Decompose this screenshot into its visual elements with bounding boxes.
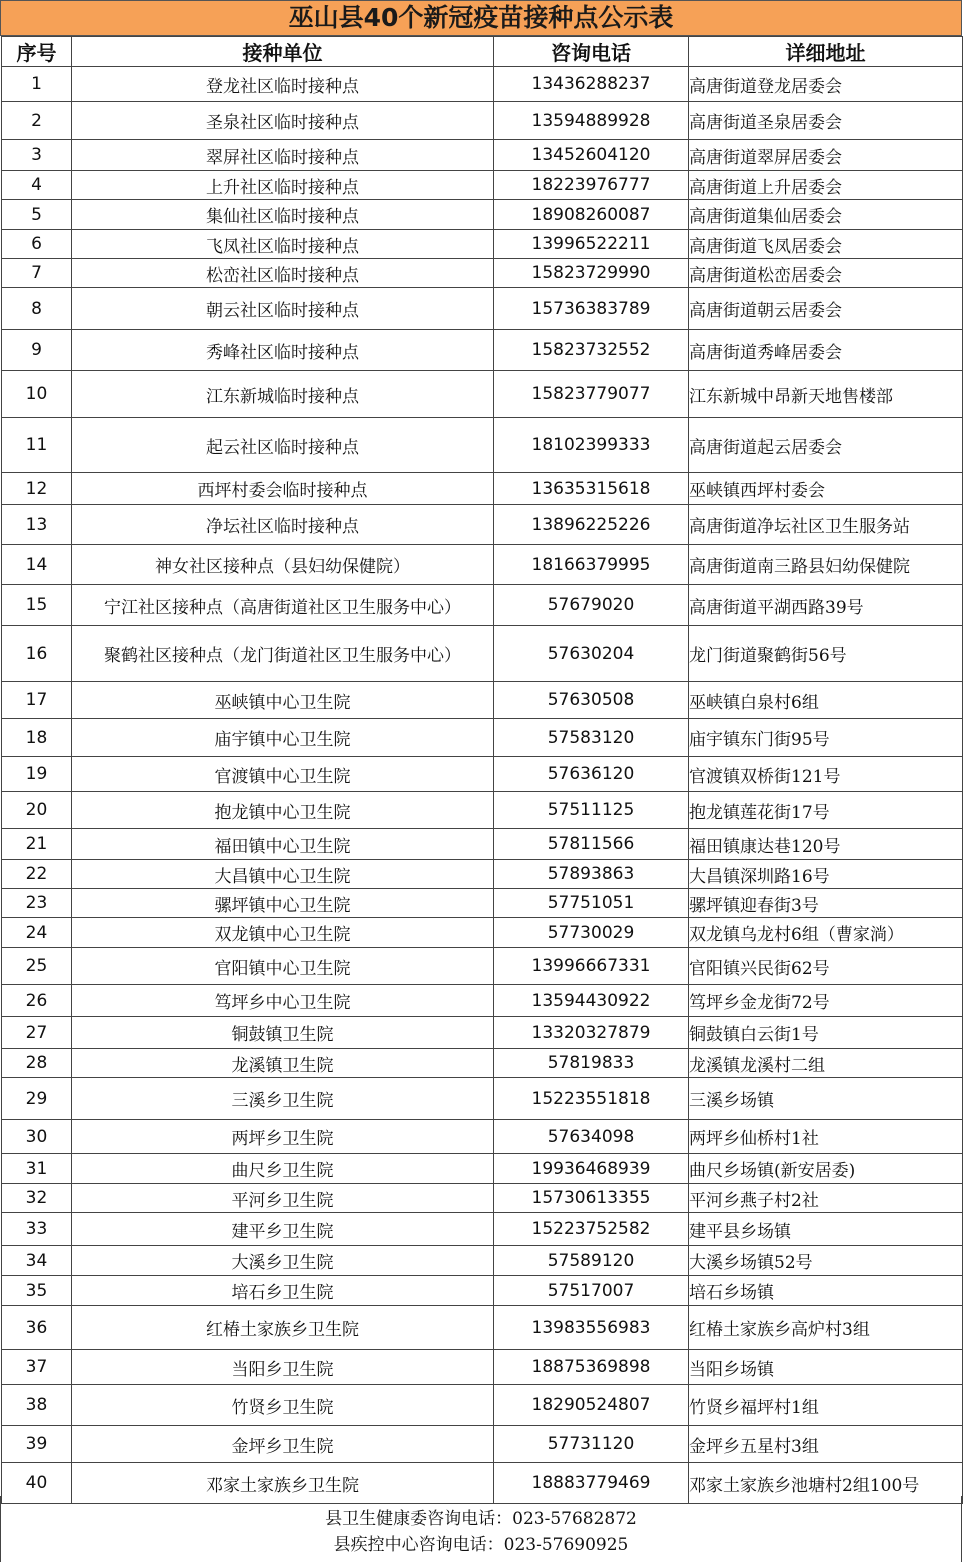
consult-phone: 13452604120 [494, 140, 689, 171]
consult-phone: 57583120 [494, 719, 689, 757]
row-number: 11 [2, 418, 72, 473]
row-number: 1 [2, 67, 72, 102]
detailed-address: 金坪乡五星村3组 [689, 1426, 963, 1463]
consult-phone: 13635315618 [494, 473, 689, 505]
table-row [2, 860, 963, 889]
vaccination-unit: 红椿土家族乡卫生院 [72, 1306, 494, 1350]
vaccination-unit: 巫峡镇中心卫生院 [72, 682, 494, 719]
row-number: 18 [2, 719, 72, 757]
table-row [2, 889, 963, 918]
vaccination-unit: 翠屏社区临时接种点 [72, 140, 494, 171]
row-number: 31 [2, 1154, 72, 1184]
detailed-address: 巫峡镇西坪村委会 [689, 473, 963, 505]
vaccination-unit: 朝云社区临时接种点 [72, 288, 494, 330]
table-row [2, 1306, 963, 1350]
table-row [2, 585, 963, 626]
table-row [2, 230, 963, 259]
vaccination-unit: 江东新城临时接种点 [72, 371, 494, 418]
consult-phone: 13996522211 [494, 230, 689, 259]
row-number: 33 [2, 1213, 72, 1246]
table-row [2, 1426, 963, 1463]
row-number: 27 [2, 1017, 72, 1049]
table-row [2, 948, 963, 985]
row-number: 37 [2, 1350, 72, 1385]
vaccination-unit: 骡坪镇中心卫生院 [72, 889, 494, 918]
consult-phone: 15730613355 [494, 1184, 689, 1213]
row-number: 15 [2, 585, 72, 626]
consult-phone: 13320327879 [494, 1017, 689, 1049]
vaccination-unit: 竹贤乡卫生院 [72, 1385, 494, 1426]
table-row [2, 1120, 963, 1154]
consult-phone: 13594430922 [494, 985, 689, 1017]
vaccination-unit: 抱龙镇中心卫生院 [72, 792, 494, 829]
row-number: 16 [2, 626, 72, 682]
consult-phone: 15736383789 [494, 288, 689, 330]
table-row [2, 1385, 963, 1426]
detailed-address: 培石乡场镇 [689, 1276, 963, 1306]
vaccination-unit: 两坪乡卫生院 [72, 1120, 494, 1154]
table-row [2, 1184, 963, 1213]
row-number: 6 [2, 230, 72, 259]
vaccination-unit: 秀峰社区临时接种点 [72, 330, 494, 371]
detailed-address: 福田镇康达巷120号 [689, 829, 963, 860]
vaccination-unit: 庙宇镇中心卫生院 [72, 719, 494, 757]
table-row [2, 1154, 963, 1184]
detailed-address: 三溪乡场镇 [689, 1078, 963, 1120]
vaccination-unit: 神女社区接种点（县妇幼保健院） [72, 545, 494, 585]
vaccination-unit: 起云社区临时接种点 [72, 418, 494, 473]
row-number: 2 [2, 102, 72, 140]
detailed-address: 高唐街道集仙居委会 [689, 200, 963, 230]
row-number: 35 [2, 1276, 72, 1306]
consult-phone: 15823732552 [494, 330, 689, 371]
consult-phone: 57636120 [494, 757, 689, 792]
row-number: 29 [2, 1078, 72, 1120]
consult-phone: 18166379995 [494, 545, 689, 585]
table-row [2, 719, 963, 757]
detailed-address: 曲尺乡场镇(新安居委) [689, 1154, 963, 1184]
consult-phone: 57751051 [494, 889, 689, 918]
detailed-address: 当阳乡场镇 [689, 1350, 963, 1385]
detailed-address: 庙宇镇东门街95号 [689, 719, 963, 757]
consult-phone: 13594889928 [494, 102, 689, 140]
consult-phone: 18908260087 [494, 200, 689, 230]
detailed-address: 龙门街道聚鹤街56号 [689, 626, 963, 682]
consult-phone: 57679020 [494, 585, 689, 626]
table-row [2, 200, 963, 230]
table-row [2, 259, 963, 288]
table-row [2, 1246, 963, 1276]
table-row [2, 171, 963, 200]
detailed-address: 竹贤乡福坪村1组 [689, 1385, 963, 1426]
vaccination-unit: 飞凤社区临时接种点 [72, 230, 494, 259]
vaccination-unit: 双龙镇中心卫生院 [72, 918, 494, 948]
vaccination-unit: 宁江社区接种点（高唐街道社区卫生服务中心） [72, 585, 494, 626]
row-number: 39 [2, 1426, 72, 1463]
detailed-address: 巫峡镇白泉村6组 [689, 682, 963, 719]
consult-phone: 13983556983 [494, 1306, 689, 1350]
consult-phone: 18290524807 [494, 1385, 689, 1426]
row-number: 40 [2, 1463, 72, 1504]
vaccination-unit: 聚鹤社区接种点（龙门街道社区卫生服务中心） [72, 626, 494, 682]
detailed-address: 高唐街道飞凤居委会 [689, 230, 963, 259]
consult-phone: 13436288237 [494, 67, 689, 102]
table-header-row [2, 37, 963, 67]
detailed-address: 骡坪镇迎春街3号 [689, 889, 963, 918]
consult-phone: 57819833 [494, 1049, 689, 1078]
row-number: 20 [2, 792, 72, 829]
vaccination-unit: 官阳镇中心卫生院 [72, 948, 494, 985]
vaccination-sites-table [1, 36, 963, 1504]
detailed-address: 铜鼓镇白云街1号 [689, 1017, 963, 1049]
detailed-address: 高唐街道南三路县妇幼保健院 [689, 545, 963, 585]
vaccination-unit: 培石乡卫生院 [72, 1276, 494, 1306]
vaccination-unit: 官渡镇中心卫生院 [72, 757, 494, 792]
table-row [2, 140, 963, 171]
row-number: 8 [2, 288, 72, 330]
table-row [2, 418, 963, 473]
vaccination-unit: 上升社区临时接种点 [72, 171, 494, 200]
table-row [2, 505, 963, 545]
header-phone: 咨询电话 [494, 37, 689, 67]
vaccination-unit: 金坪乡卫生院 [72, 1426, 494, 1463]
detailed-address: 高唐街道净坛社区卫生服务站 [689, 505, 963, 545]
page-title: 巫山县40个新冠疫苗接种点公示表 [0, 0, 962, 36]
table-row [2, 545, 963, 585]
detailed-address: 高唐街道松峦居委会 [689, 259, 963, 288]
vaccination-unit: 三溪乡卫生院 [72, 1078, 494, 1120]
consult-phone: 57630508 [494, 682, 689, 719]
vaccination-unit: 曲尺乡卫生院 [72, 1154, 494, 1184]
vaccination-unit: 建平乡卫生院 [72, 1213, 494, 1246]
detailed-address: 建平县乡场镇 [689, 1213, 963, 1246]
table-row [2, 330, 963, 371]
consult-phone: 15223551818 [494, 1078, 689, 1120]
vaccination-unit: 福田镇中心卫生院 [72, 829, 494, 860]
detailed-address: 高唐街道起云居委会 [689, 418, 963, 473]
table-row [2, 102, 963, 140]
cdc-hotline: 县疾控中心咨询电话：023-57690925 [333, 1535, 629, 1555]
table-row [2, 792, 963, 829]
consult-phone: 57511125 [494, 792, 689, 829]
consult-phone: 18102399333 [494, 418, 689, 473]
detailed-address: 高唐街道登龙居委会 [689, 67, 963, 102]
row-number: 32 [2, 1184, 72, 1213]
row-number: 22 [2, 860, 72, 889]
detailed-address: 高唐街道平湖西路39号 [689, 585, 963, 626]
consult-phone: 15823729990 [494, 259, 689, 288]
consult-phone: 57589120 [494, 1246, 689, 1276]
detailed-address: 高唐街道翠屏居委会 [689, 140, 963, 171]
vaccination-unit: 龙溪镇卫生院 [72, 1049, 494, 1078]
vaccination-unit: 平河乡卫生院 [72, 1184, 494, 1213]
consult-phone: 57517007 [494, 1276, 689, 1306]
detailed-address: 红椿土家族乡高炉村3组 [689, 1306, 963, 1350]
vaccination-unit: 当阳乡卫生院 [72, 1350, 494, 1385]
vaccination-unit: 西坪村委会临时接种点 [72, 473, 494, 505]
table-row [2, 371, 963, 418]
header-unit: 接种单位 [72, 37, 494, 67]
table-row [2, 985, 963, 1017]
table-row [2, 1350, 963, 1385]
table-row [2, 1213, 963, 1246]
row-number: 19 [2, 757, 72, 792]
table-row [2, 67, 963, 102]
consult-phone: 57634098 [494, 1120, 689, 1154]
detailed-address: 邓家土家族乡池塘村2组100号 [689, 1463, 963, 1504]
row-number: 34 [2, 1246, 72, 1276]
vaccination-unit: 松峦社区临时接种点 [72, 259, 494, 288]
table-row [2, 1276, 963, 1306]
detailed-address: 双龙镇乌龙村6组（曹家淌） [689, 918, 963, 948]
detailed-address: 抱龙镇莲花街17号 [689, 792, 963, 829]
detailed-address: 两坪乡仙桥村1社 [689, 1120, 963, 1154]
health-commission-hotline: 县卫生健康委咨询电话：023-57682872 [325, 1509, 637, 1529]
vaccination-unit: 邓家土家族乡卫生院 [72, 1463, 494, 1504]
table-body [2, 67, 963, 1504]
detailed-address: 高唐街道圣泉居委会 [689, 102, 963, 140]
detailed-address: 大昌镇深圳路16号 [689, 860, 963, 889]
vaccination-unit: 集仙社区临时接种点 [72, 200, 494, 230]
row-number: 12 [2, 473, 72, 505]
table-row [2, 1049, 963, 1078]
header-address: 详细地址 [689, 37, 963, 67]
consult-phone: 15823779077 [494, 371, 689, 418]
consult-phone: 19936468939 [494, 1154, 689, 1184]
table-row [2, 288, 963, 330]
row-number: 17 [2, 682, 72, 719]
row-number: 7 [2, 259, 72, 288]
row-number: 4 [2, 171, 72, 200]
table-row [2, 1017, 963, 1049]
row-number: 23 [2, 889, 72, 918]
detailed-address: 高唐街道上升居委会 [689, 171, 963, 200]
consult-phone: 18223976777 [494, 171, 689, 200]
detailed-address: 笃坪乡金龙街72号 [689, 985, 963, 1017]
row-number: 30 [2, 1120, 72, 1154]
consult-phone: 18883779469 [494, 1463, 689, 1504]
consult-phone: 57893863 [494, 860, 689, 889]
table-row [2, 757, 963, 792]
detailed-address: 大溪乡场镇52号 [689, 1246, 963, 1276]
consult-phone: 57811566 [494, 829, 689, 860]
table-row [2, 473, 963, 505]
consult-phone: 15223752582 [494, 1213, 689, 1246]
detailed-address: 江东新城中昂新天地售楼部 [689, 371, 963, 418]
consult-phone: 57731120 [494, 1426, 689, 1463]
row-number: 10 [2, 371, 72, 418]
row-number: 9 [2, 330, 72, 371]
row-number: 26 [2, 985, 72, 1017]
row-number: 3 [2, 140, 72, 171]
table-row [2, 829, 963, 860]
vaccination-unit: 笃坪乡中心卫生院 [72, 985, 494, 1017]
consult-phone: 13996667331 [494, 948, 689, 985]
detailed-address: 平河乡燕子村2社 [689, 1184, 963, 1213]
vaccination-unit: 大昌镇中心卫生院 [72, 860, 494, 889]
detailed-address: 高唐街道朝云居委会 [689, 288, 963, 330]
vaccination-unit: 净坛社区临时接种点 [72, 505, 494, 545]
detailed-address: 官阳镇兴民街62号 [689, 948, 963, 985]
row-number: 21 [2, 829, 72, 860]
table-row [2, 1078, 963, 1120]
table-row [2, 626, 963, 682]
row-number: 13 [2, 505, 72, 545]
vaccination-unit: 登龙社区临时接种点 [72, 67, 494, 102]
footer-contacts [0, 1496, 962, 1562]
header-no: 序号 [2, 37, 72, 67]
row-number: 24 [2, 918, 72, 948]
vaccination-unit: 大溪乡卫生院 [72, 1246, 494, 1276]
row-number: 14 [2, 545, 72, 585]
row-number: 25 [2, 948, 72, 985]
vaccination-unit: 圣泉社区临时接种点 [72, 102, 494, 140]
detailed-address: 高唐街道秀峰居委会 [689, 330, 963, 371]
consult-phone: 18875369898 [494, 1350, 689, 1385]
row-number: 5 [2, 200, 72, 230]
detailed-address: 官渡镇双桥街121号 [689, 757, 963, 792]
row-number: 38 [2, 1385, 72, 1426]
consult-phone: 57630204 [494, 626, 689, 682]
row-number: 28 [2, 1049, 72, 1078]
consult-phone: 57730029 [494, 918, 689, 948]
table-row [2, 918, 963, 948]
consult-phone: 13896225226 [494, 505, 689, 545]
table-row [2, 682, 963, 719]
row-number: 36 [2, 1306, 72, 1350]
vaccination-unit: 铜鼓镇卫生院 [72, 1017, 494, 1049]
detailed-address: 龙溪镇龙溪村二组 [689, 1049, 963, 1078]
